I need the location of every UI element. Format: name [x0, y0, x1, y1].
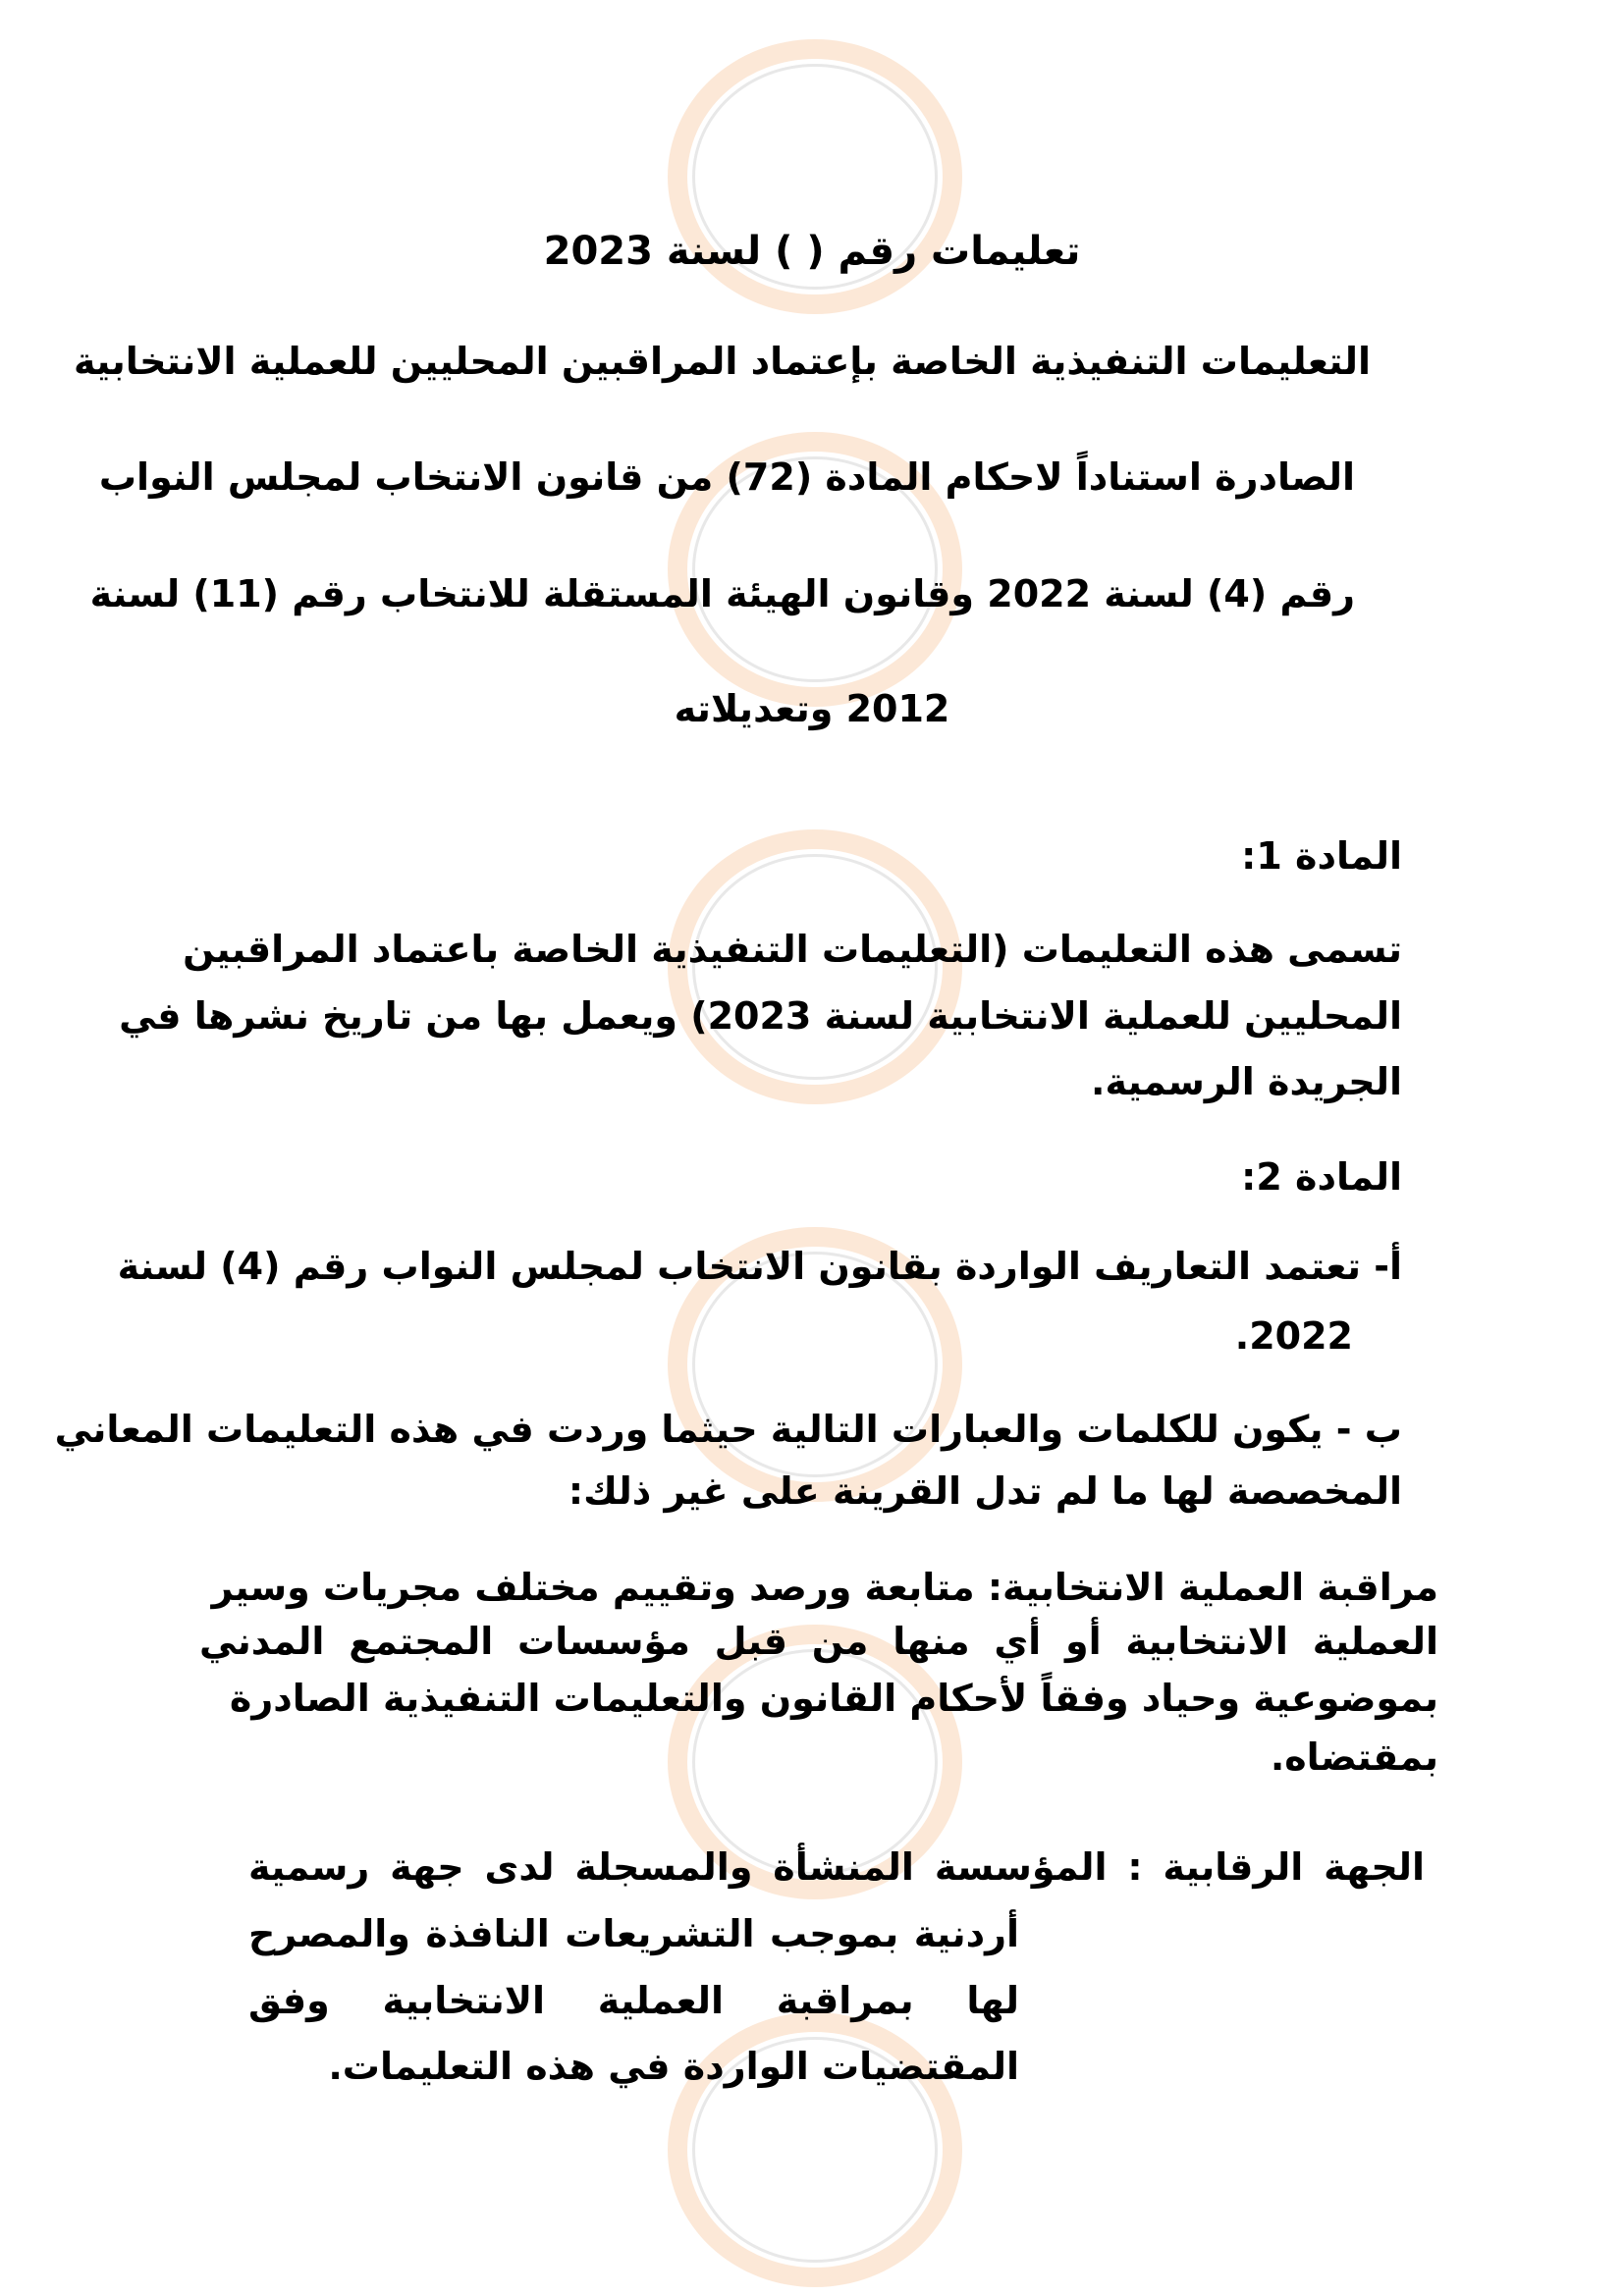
definition-monitoring-body: لها بمراقبة العملية الانتخابية وفق	[248, 1979, 1019, 2022]
article-2-clause-a: 2022.	[1234, 1314, 1353, 1358]
definition-monitoring-body: المقتضيات الواردة في هذه التعليمات.	[328, 2045, 1019, 2088]
heading-line: الصادرة استناداً لاحكام المادة (72) من قانون الانتخاب لمجلس النواب	[98, 455, 1355, 499]
definition-monitoring: مراقبة العملية الانتخابية: متابعة ورصد وتقييم مختلف مجريات وسير	[211, 1566, 1438, 1609]
article-2-clause-b: ب - يكون للكلمات والعبارات التالية حيثما وردت في هذه التعليمات المعاني	[54, 1408, 1402, 1451]
definition-monitoring-body: أردنية بموجب التشريعات النافذة والمصرح	[248, 1912, 1019, 1955]
article-1-text: الجريدة الرسمية.	[1091, 1060, 1402, 1103]
article-1-title: المادة 1:	[1241, 834, 1402, 878]
article-2-title: المادة 2:	[1241, 1155, 1402, 1199]
article-1-text: المحليين للعملية الانتخابية لسنة 2023) ويعمل بها من تاريخ نشرها في	[119, 994, 1402, 1038]
article-2-clause-a: أ- تعتمد التعاريف الواردة بقانون الانتخاب لمجلس النواب رقم (4) لسنة	[117, 1245, 1402, 1288]
definition-monitoring: بمقتضاه.	[1270, 1735, 1438, 1779]
article-1-text: تسمى هذه التعليمات (التعليمات التنفيذية الخاصة باعتماد المراقبين	[183, 928, 1402, 971]
document-title: تعليمات رقم ( ) لسنة 2023	[543, 229, 1081, 274]
definition-monitoring: بموضوعية وحياد وفقاً لأحكام القانون والتعليمات التنفيذية الصادرة	[229, 1677, 1438, 1720]
definition-monitoring-body: الجهة الرقابية : المؤسسة المنشأة والمسجلة لدى جهة رسمية	[248, 1845, 1425, 1889]
heading-line: التعليمات التنفيذية الخاصة بإعتماد المراقبين المحليين للعملية الانتخابية	[73, 340, 1371, 383]
heading-line: 2012 وتعديلاته	[674, 687, 950, 730]
heading-line: رقم (4) لسنة 2022 وقانون الهيئة المستقلة للانتخاب رقم (11) لسنة	[89, 572, 1355, 615]
definition-monitoring: العملية الانتخابية أو أي منها من قبل مؤسسات المجتمع المدني	[199, 1620, 1438, 1663]
article-2-clause-b: المخصصة لها ما لم تدل القرينة على غير ذلك:	[568, 1469, 1402, 1513]
